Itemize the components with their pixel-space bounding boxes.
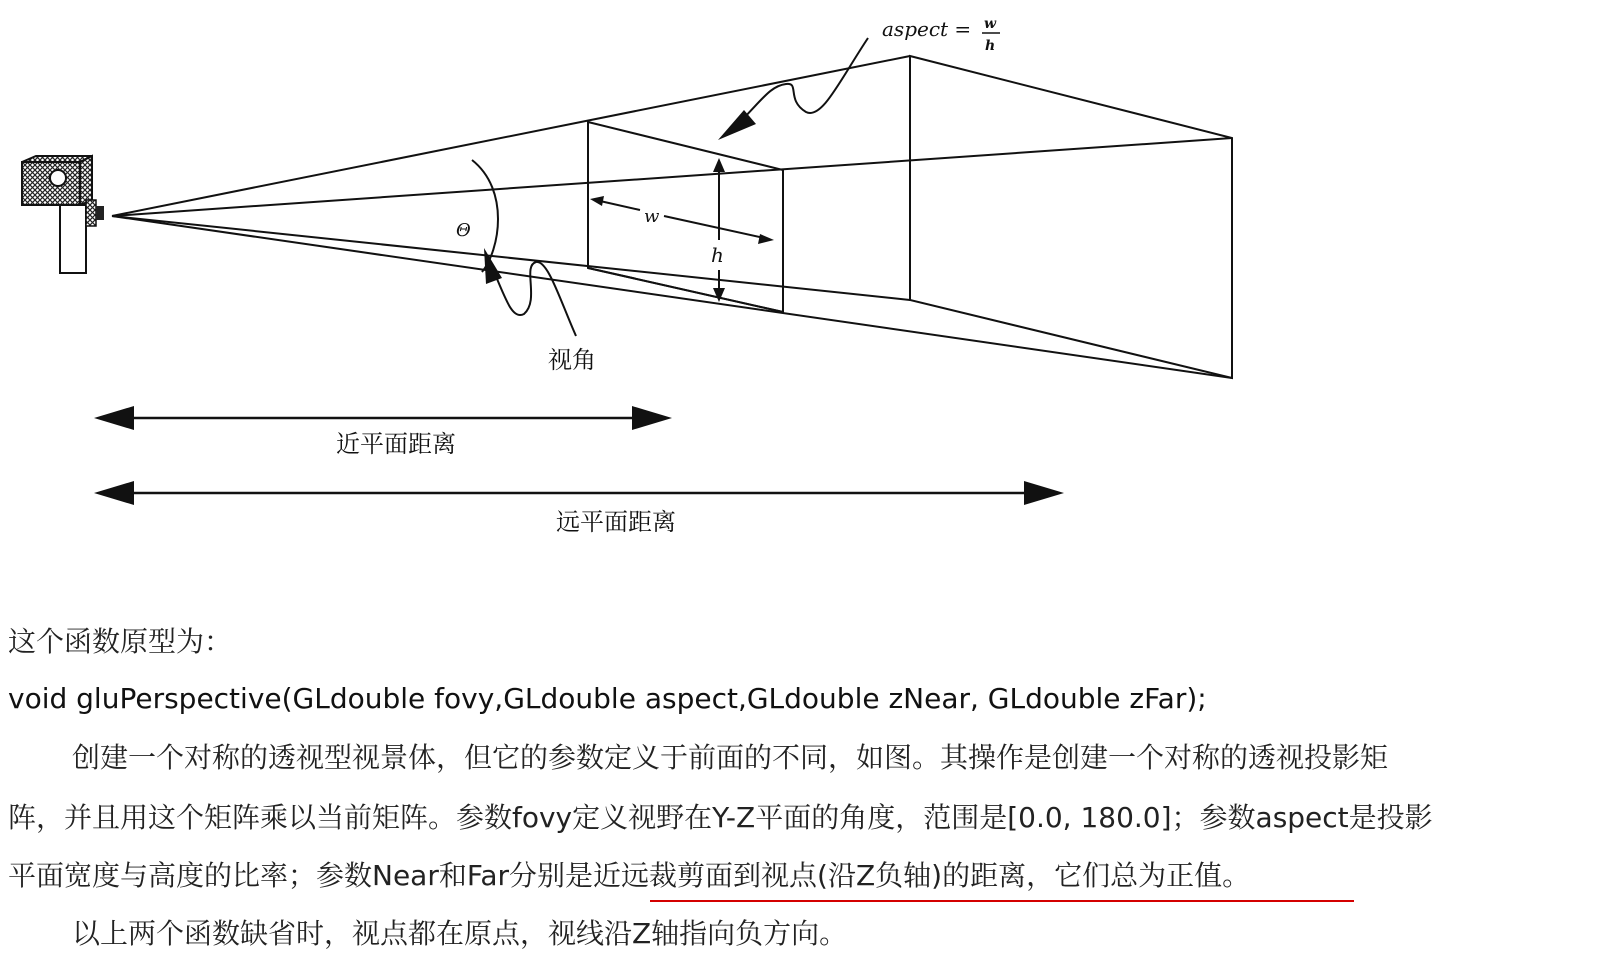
aspect-formula	[882, 16, 1000, 54]
function-prototype: void gluPerspective(GLdouble fovy,GLdouble aspect,GLdouble zNear, GLdouble zFar);	[8, 682, 1207, 715]
intro-text: 这个函数原型为：	[8, 625, 233, 658]
paragraph-1-line-2: 阵，并且用这个矩阵乘以当前矩阵。参数fovy定义视野在Y-Z平面的角度，范围是[0.0, 180.0]；参数aspect是投影	[8, 801, 1433, 834]
far-distance-arrow	[94, 481, 1064, 505]
svg-text:aspect =: aspect =	[882, 17, 972, 41]
theta-symbol: Θ	[456, 220, 471, 241]
w-label: w	[644, 206, 660, 227]
aspect-arrowhead	[718, 110, 756, 140]
paragraph-2: 以上两个函数缺省时，视点都在原点，视线沿Z轴指向负方向。	[72, 917, 848, 950]
camera-icon	[22, 156, 104, 273]
h-label: h	[711, 243, 724, 267]
w-arrow	[590, 196, 774, 244]
near-distance-arrow	[94, 406, 672, 430]
svg-text:w: w	[984, 16, 997, 32]
red-underline	[650, 900, 1354, 902]
svg-text:h: h	[985, 38, 996, 54]
paragraph-1-line-1: 创建一个对称的透视型视景体，但它的参数定义于前面的不同，如图。其操作是创建一个对称的透视投影矩	[72, 741, 1389, 774]
aspect-pointer	[738, 38, 868, 124]
far-distance-label: 远平面距离	[556, 508, 676, 536]
near-distance-label: 近平面距离	[336, 430, 456, 458]
view-angle-label: 视角	[548, 346, 596, 374]
paragraph-1-line-3: 平面宽度与高度的比率；参数Near和Far分别是近远裁剪面到视点(沿Z负轴)的距离，它们总为正值。	[8, 859, 1251, 892]
